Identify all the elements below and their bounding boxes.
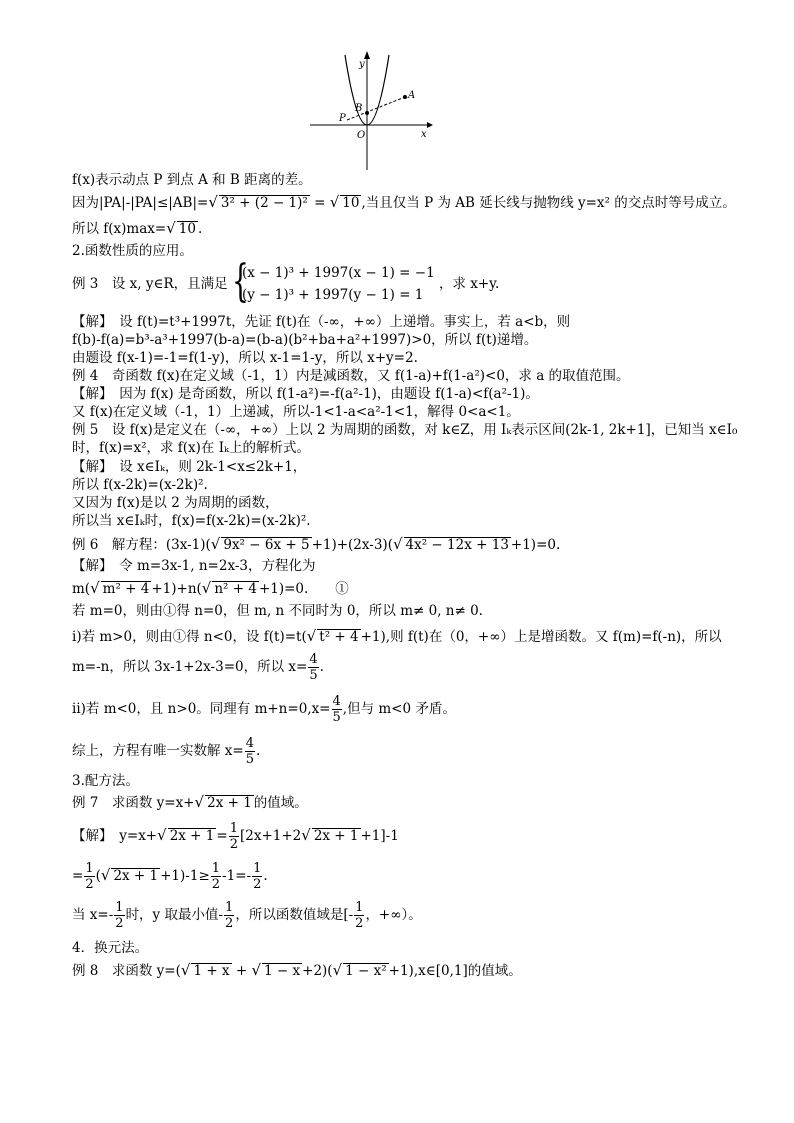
text-span: -1=-: [222, 868, 252, 884]
point-a: [403, 95, 407, 99]
text-line: 例 5 设 f(x)是定义在（-∞，+∞）上以 2 为周期的函数，对 k∈Z，用 Iₖ表示区间(2k-1, 2k+1]，已知当 x∈I₀: [72, 422, 738, 438]
text-line: [72, 818, 399, 853]
fraction-numerator: 1: [229, 821, 238, 836]
text-span: =: [216, 828, 228, 844]
text-line: [72, 650, 324, 684]
fraction-denominator: 5: [245, 752, 254, 767]
text-line: 若 m=0，则由①得 n=0，但 m, n 不同时为 0，所以 m≠ 0, n≠ 0.: [72, 603, 483, 619]
text-line: f(b)-f(a)=b³-a³+1997(b-a)=(b-a)(b²+ba+a²+1997)>0，所以 f(t)递增。: [72, 332, 538, 348]
text-line: 【解】 因为 f(x) 是奇函数，所以 f(1-a²)=-f(a²-1)，由题设 f(1-a)<f(a²-1)。: [72, 386, 539, 402]
radical-icon: √: [306, 627, 317, 645]
radical-icon: √: [201, 579, 212, 597]
text-line: [72, 794, 308, 811]
fraction-numerator: 4: [332, 694, 341, 709]
fraction: [224, 900, 234, 931]
text-line: [72, 220, 202, 237]
text-line: 所以当 x∈Iₖ时，f(x)=f(x-2k)=(x-2k)².: [72, 513, 311, 529]
brace-icon: {: [231, 256, 249, 307]
equation-system: [231, 256, 435, 307]
label-o: O: [357, 130, 366, 141]
text-line: 【解】 令 m=3x-1, n=2x-3，方程化为: [72, 558, 316, 574]
text-span: =: [309, 195, 330, 211]
sqrt-expr: 4x² − 12x + 13: [405, 537, 509, 553]
section-heading: 2.函数性质的应用。: [72, 243, 193, 259]
text-line: [72, 692, 456, 726]
text-span: ，求 x+y.: [438, 276, 500, 292]
fraction-denominator: 2: [115, 916, 124, 931]
sqrt-expr: m² + 4: [102, 581, 150, 597]
text-line: 例 4 奇函数 f(x)在定义域（-1，1）内是减函数，又 f(1-a)+f(1-a²)<0，求 a 的取值范围。: [72, 368, 630, 384]
sqrt-expr: 1 − x: [264, 963, 301, 979]
text-line: [72, 898, 422, 932]
fraction-numerator: 1: [355, 900, 364, 915]
fraction-numerator: 4: [245, 736, 254, 751]
sqrt-expr: 2x + 1: [313, 828, 359, 844]
radical-icon: √: [90, 579, 100, 597]
text-line: 【解】 设 x∈Iₖ，则 2k-1<x≤2k+1，: [72, 459, 307, 475]
text-span: 综上，方程有唯一实数解 x=: [72, 743, 244, 759]
fraction: [354, 900, 364, 931]
text-span: 【解】 y=x+: [72, 828, 158, 844]
text-span: =: [72, 868, 84, 884]
text-span: +1]-1: [360, 828, 399, 844]
text-line: f(x)表示动点 P 到点 A 和 B 距离的差。: [72, 172, 312, 188]
text-span: 例 3 设 x, y∈R，且满足: [72, 276, 228, 292]
fraction-denominator: 5: [309, 668, 318, 683]
radical-icon: √: [208, 193, 218, 211]
text-line: 又因为 f(x)是以 2 为周期的函数，: [72, 495, 279, 511]
text-span: m=-n，所以 3x-1+2x-3=0，所以 x=: [72, 659, 308, 675]
fraction-numerator: 4: [309, 652, 318, 667]
text-line: [72, 580, 349, 597]
sqrt-expr: 2x + 1: [169, 828, 215, 844]
text-span: +: [231, 963, 252, 979]
section-heading: 3.配方法。: [72, 773, 139, 789]
text-span: ⅰ)若 m>0，则由①得 n<0，设 f(t)=t(: [72, 629, 307, 645]
text-span: .: [263, 868, 268, 884]
text-line: 所以 f(x-2k)=(x-2k)².: [72, 477, 208, 493]
label-a: A: [408, 90, 416, 101]
text-span: +1)+(2x-3)(: [311, 537, 393, 553]
radical-icon: √: [301, 826, 311, 844]
radical-icon: √: [329, 193, 340, 211]
fraction-denominator: 5: [332, 710, 341, 725]
sqrt-expr: 1 + x: [193, 963, 230, 979]
text-span: +2)(: [302, 963, 333, 979]
fraction: [211, 861, 221, 892]
fraction-denominator: 2: [211, 877, 221, 892]
text-span: m(: [72, 581, 91, 597]
fraction-numerator: 1: [85, 861, 94, 876]
text-line: [72, 536, 560, 553]
fraction-numerator: 1: [115, 900, 124, 915]
text-span: +1)=0. ①: [258, 581, 349, 597]
equation-row: (y − 1)³ + 1997(y − 1) = 1: [241, 287, 424, 303]
radical-icon: √: [210, 535, 221, 553]
text-line: [72, 628, 722, 645]
text-line: [72, 734, 260, 768]
text-span: 因为|PA|-|PA|≤|AB|=: [72, 195, 209, 211]
fraction-denominator: 2: [355, 916, 364, 931]
text-span: .: [256, 743, 261, 759]
text-span: ,当且仅当 P 为 AB 延长线与抛物线 y=x² 的交点时等号成立。: [361, 195, 736, 211]
text-line: [72, 962, 522, 979]
sqrt-expr: t² + 4: [319, 629, 359, 645]
fraction: [229, 821, 239, 852]
sqrt-expr: 3² + (2 − 1)²: [220, 195, 308, 211]
sqrt-expr: 10: [342, 195, 360, 211]
fraction: [245, 736, 255, 767]
text-span: 所以 f(x)max=: [72, 221, 167, 237]
fraction-numerator: 1: [253, 861, 262, 876]
text-span: ，所以函数值域是[-: [235, 907, 354, 923]
text-line: 时，f(x)=x²，求 f(x)在 Iₖ上的解析式。: [72, 440, 310, 456]
sqrt-expr: n² + 4: [214, 581, 257, 597]
text-span: ，+∞）。: [365, 907, 422, 923]
text-span: ,但与 m<0 矛盾。: [342, 701, 456, 717]
text-span: +1),则 f(t)在（0，+∞）上是增函数。又 f(m)=f(-n)，所以: [360, 629, 722, 645]
radical-icon: √: [180, 961, 191, 979]
point-b: [365, 111, 369, 115]
text-span: +1)=0.: [510, 537, 561, 553]
text-span: .: [319, 659, 324, 675]
fraction: [84, 861, 94, 892]
radical-icon: √: [194, 793, 205, 811]
text-line: [72, 256, 500, 307]
fraction-numerator: 1: [211, 861, 221, 876]
fraction: [114, 900, 124, 931]
radical-icon: √: [251, 961, 262, 979]
text-span: ⅱ)若 m<0，且 n>0。同理有 m+n=0,x=: [72, 701, 331, 717]
fraction-denominator: 2: [229, 837, 238, 852]
fraction-denominator: 2: [253, 877, 262, 892]
fraction: [252, 861, 262, 892]
fraction-denominator: 2: [85, 877, 94, 892]
parabola-figure: [305, 45, 435, 175]
text-span: +1)+n(: [151, 581, 202, 597]
sqrt-expr: 1 − x²: [345, 963, 387, 979]
text-line: 【解】 设 f(t)=t³+1997t，先证 f(t)在（-∞，+∞）上递增。事实上，若 a<b，则: [72, 314, 571, 330]
text-span: 例 7 求函数 y=x+: [72, 795, 195, 811]
text-span: (: [95, 868, 101, 884]
radical-icon: √: [332, 961, 343, 979]
radical-icon: √: [157, 826, 167, 844]
sqrt-expr: 9x² − 6x + 5: [223, 537, 310, 553]
text-line: 由题设 f(x-1)=-1=f(1-y)，所以 x-1=1-y，所以 x+y=2.: [72, 350, 418, 366]
label-p: P: [339, 113, 346, 124]
text-span: [2x+1+2: [239, 828, 302, 844]
sqrt-expr: 2x + 1: [207, 795, 252, 811]
label-y: y: [359, 59, 365, 70]
text-span: 例 8 求函数 y=(: [72, 963, 181, 979]
fraction-denominator: 2: [225, 916, 234, 931]
y-axis-arrow-icon: [364, 51, 370, 59]
fraction-numerator: 1: [225, 900, 234, 915]
fraction: [308, 652, 318, 683]
text-line: [72, 858, 268, 893]
fraction: [332, 694, 342, 725]
text-line: 又 f(x)在定义域（-1，1）上递减，所以-1<1-a<a²-1<1，解得 0<a<1。: [72, 404, 520, 420]
text-span: +1),x∈[0,1]的值域。: [388, 963, 522, 979]
radical-icon: √: [100, 866, 111, 884]
radical-icon: √: [392, 535, 403, 553]
text-span: +1)-1≥: [160, 868, 210, 884]
label-b: B: [355, 103, 363, 114]
equation-row: (x − 1)³ + 1997(x − 1) = −1: [241, 265, 435, 281]
text-span: 当 x=-: [72, 907, 114, 923]
sqrt-expr: 10: [178, 221, 196, 237]
text-span: .: [197, 221, 203, 237]
section-heading: 4．换元法。: [72, 940, 149, 956]
text-span: 例 6 解方程：(3x-1)(: [72, 537, 211, 553]
label-x: x: [421, 129, 427, 140]
x-axis-arrow-icon: [427, 122, 433, 128]
text-span: 时，y 取最小值-: [125, 907, 224, 923]
text-line: [72, 194, 736, 211]
text-span: 的值域。: [253, 795, 308, 811]
radical-icon: √: [166, 219, 176, 237]
sqrt-expr: 2x + 1: [113, 868, 159, 884]
